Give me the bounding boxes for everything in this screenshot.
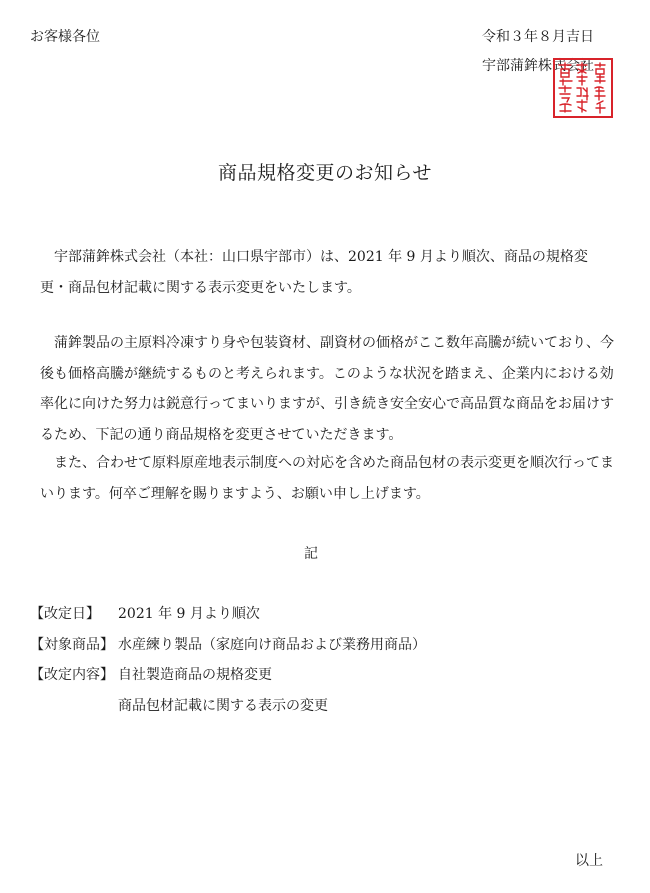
body-paragraph-2: 蒲鉾製品の主原料冷凍すり身や包装資材、副資材の価格がここ数年高騰が続いており、今後も価格高騰が継続するものと考えられます。このような状況を踏まえ、企業内における効率化に向けた努力は鋭意行ってまいりますが、引き続き安全安心で高品質な商品をお届けするため、下記の通り商品規格を変更させていただきます。 (40, 335, 614, 443)
company-name: 宇部蒲鉾株式会社 (482, 58, 594, 74)
body-paragraph-3: また、合わせて原料原産地表示制度への対応を含めた商品包材の表示変更を順次行ってまいります。何卒ご理解を賜りますよう、お願い申し上げます。 (40, 455, 614, 502)
detail-value: 水産練り製品（家庭向け商品および業務用商品） (118, 637, 426, 653)
page-title: 商品規格変更のお知らせ (218, 162, 432, 184)
seal-glyphs (555, 60, 611, 116)
closing-ijo: 以上 (575, 853, 603, 869)
ki-heading: 記 (304, 546, 318, 562)
detail-label: 【改定日】 (30, 606, 100, 622)
detail-value: 自社製造商品の規格変更 (118, 667, 272, 683)
company-seal-stamp (553, 58, 613, 118)
body-paragraph-1: 宇部蒲鉾株式会社（本社：山口県宇部市）は、2021 年 9 月より順次、商品の規格変更・商品包材記載に関する表示変更をいたします。 (40, 249, 588, 296)
detail-label: 【改定内容】 (30, 667, 114, 683)
detail-value: 商品包材記載に関する表示の変更 (118, 698, 328, 714)
detail-label: 【対象商品】 (30, 637, 114, 653)
issue-date: 令和３年８月吉日 (482, 29, 594, 45)
detail-value: 2021 年 9 月より順次 (118, 606, 260, 622)
addressee: お客様各位 (30, 29, 100, 45)
